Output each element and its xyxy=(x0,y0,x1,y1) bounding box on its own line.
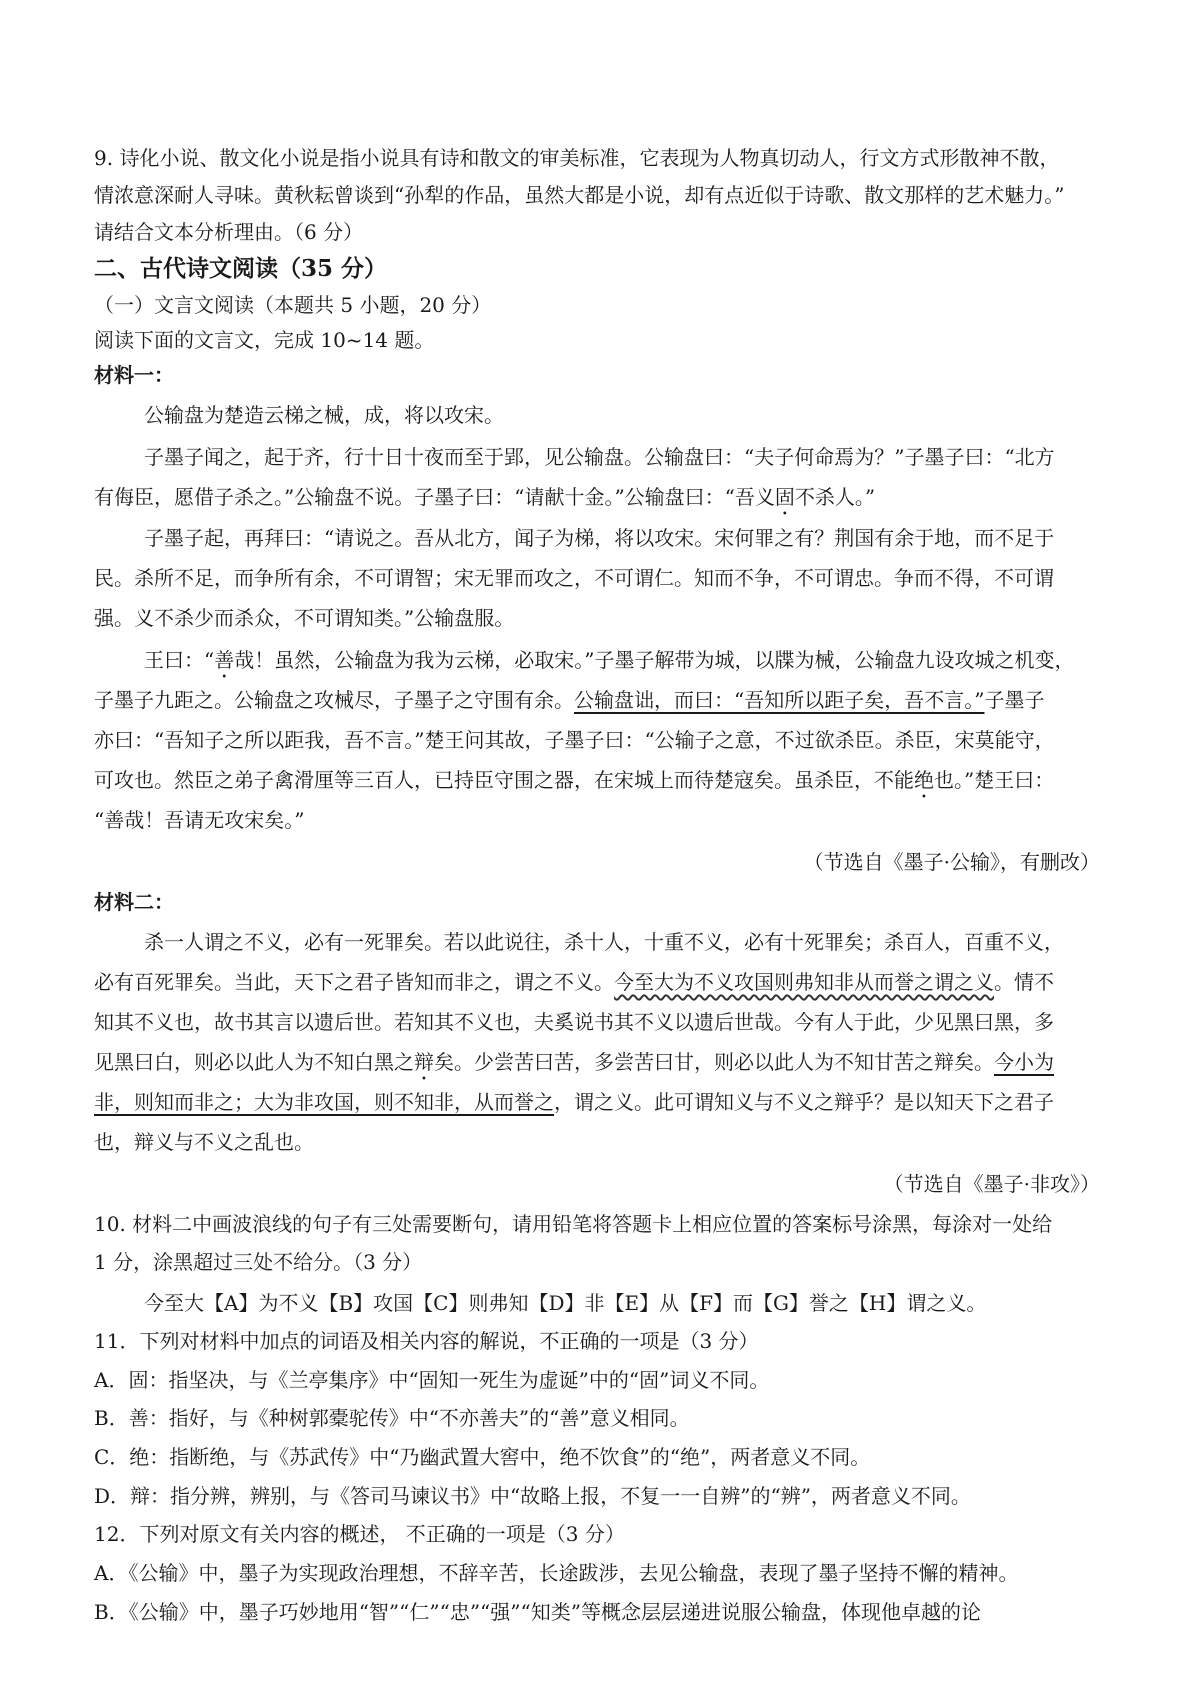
m1-paragraph-3-line-1: 子墨子起，再拜曰：“请说之。吾从北方，闻子为梯，将以攻宋。宋何罪之有？荆国有余于地，而不足于 xyxy=(144,526,1055,550)
text-span: ，谓之义。此可谓知义与不义之辩乎？是以知天下之君子 xyxy=(554,1090,1054,1114)
q11-option-a: A．固：指坚决，与《兰亭集序》中“固知一死生为虚诞”中的“固”词义不同。 xyxy=(94,1368,770,1392)
q11-option-b: B．善：指好，与《种树郭橐驼传》中“不亦善夫”的“善”意义相同。 xyxy=(94,1406,690,1430)
dotted-word-jue: 绝 xyxy=(914,768,934,792)
material-1-label: 材料一： xyxy=(94,363,174,387)
q10-line-1: 10. 材料二中画波浪线的句子有三处需要断句，请用铅笔将答题卡上相应位置的答案标号涂黑，每涂对一处给 xyxy=(94,1212,1053,1236)
text-span: 有侮臣，愿借子杀之。”公输盘不说。子墨子曰：“请献十金。”公输盘曰：“吾义 xyxy=(94,485,775,509)
m2-line-3: 知其不义也，故书其言以遗后世。若知其不义也，夫奚说书其不义以遗后世哉。今有人于此，少见黑曰黑，多 xyxy=(94,1010,1054,1034)
underlined-sentence: 今小为 xyxy=(994,1050,1054,1074)
underlined-sentence: 非，则知而非之；大为非攻国，则不知非，从而誉之 xyxy=(94,1090,554,1114)
q12-option-a: A．《公输》中，墨子为实现政治理想，不辞辛苦，长途跋涉，去见公输盘，表现了墨子坚持不懈的精神。 xyxy=(94,1561,1019,1585)
m1-paragraph-3-line-3: 强。义不杀少而杀众，不可谓知类。”公输盘服。 xyxy=(94,606,515,630)
m2-line-4 xyxy=(94,1044,1054,1085)
m1-source: （节选自《墨子·公输》，有删改） xyxy=(803,850,1100,874)
m1-paragraph-2-line-1: 子墨子闻之，起于齐，行十日十夜而至于郢，见公输盘。公输盘曰：“夫子何命焉为？”子墨子曰：“北方 xyxy=(144,445,1055,469)
m2-line-2 xyxy=(94,964,1054,1000)
q11-stem: 11．下列对材料中加点的词语及相关内容的解说，不正确的一项是（3 分） xyxy=(94,1329,759,1353)
subsection-heading: （一）文言文阅读（本题共 5 小题，20 分） xyxy=(94,293,492,317)
m2-line-1: 杀一人谓之不义，必有一死罪矣。若以此说往，杀十人，十重不义，必有十死罪矣；杀百人，百重不义， xyxy=(144,930,1064,954)
underlined-sentence: 公输盘诎，而曰：“吾知所以距子矣，吾不言。” xyxy=(574,688,985,712)
m2-line-6: 也，辩义与不义之乱也。 xyxy=(94,1130,314,1154)
q10-line-2: 1 分，涂黑超过三处不给分。（3 分） xyxy=(94,1250,423,1274)
q11-option-d: D．辩：指分辨，辨别，与《答司马谏议书》中“故略上报，不复一一自辨”的“辨”，两者意义不同。 xyxy=(94,1484,971,1508)
text-span: 不杀人。” xyxy=(794,485,876,509)
m1-paragraph-2-line-2 xyxy=(94,479,875,520)
text-span: 可攻也。然臣之弟子禽滑厘等三百人，已持臣守围之器，在宋城上而待楚寇矣。虽杀臣，不能 xyxy=(94,768,914,792)
q12-option-b: B．《公输》中，墨子巧妙地用“智”“仁”“忠”“强”“知类”等概念层层递进说服公输盘，体现他卓越的论 xyxy=(94,1600,981,1624)
dotted-word-shan: 善 xyxy=(214,648,235,672)
q12-stem: 12．下列对原文有关内容的概述， 不正确的一项是（3 分） xyxy=(94,1522,625,1546)
m1-paragraph-4-line-1 xyxy=(144,642,1074,683)
q9-line-3: 请结合文本分析理由。（6 分） xyxy=(94,220,364,244)
text-span: 子墨子九距之。公输盘之攻械尽，子墨子之守围有余。 xyxy=(94,688,574,712)
text-span: 。情不 xyxy=(994,970,1054,994)
wavy-underlined-sentence: 今至大为不义攻国则弗知非从而誉之谓之义 xyxy=(614,970,994,994)
dotted-word-gu: 固 xyxy=(774,485,795,509)
text-span: 见黑曰白，则必以此人为不知白黑之 xyxy=(94,1050,414,1074)
m1-paragraph-4-line-4 xyxy=(94,762,1054,803)
m1-paragraph-4-line-3: 亦曰：“吾知子之所以距我，吾不言。”楚王问其故，子墨子曰：“公输子之意，不过欲杀臣。杀臣，宋莫能守， xyxy=(94,728,1055,752)
instructions: 阅读下面的文言文，完成 10~14 题。 xyxy=(94,328,435,352)
m2-line-5 xyxy=(94,1084,1054,1120)
m1-paragraph-4-line-5: “善哉！吾请无攻宋矣。” xyxy=(94,808,305,832)
m1-paragraph-4-line-2 xyxy=(94,682,1044,718)
section-heading: 二、古代诗文阅读（35 分） xyxy=(94,255,388,282)
text-span: 也。”楚王曰： xyxy=(934,768,1055,792)
text-span: 子墨子 xyxy=(984,688,1045,712)
m1-paragraph-3-line-2: 民。杀所不足，而争所有余，不可谓智；宋无罪而攻之，不可谓仁。知而不争，不可谓忠。争而不得，不可谓 xyxy=(94,566,1054,590)
text-span: 必有百死罪矣。当此，天下之君子皆知而非之，谓之不义。 xyxy=(94,970,614,994)
q11-option-c: C．绝：指断绝，与《苏武传》中“乃幽武置大窖中，绝不饮食”的“绝”，两者意义不同。 xyxy=(94,1445,871,1469)
q9-line-2: 情浓意深耐人寻味。黄秋耘曾谈到“孙犁的作品，虽然大都是小说，却有点近似于诗歌、散文那样的艺术魅力。” xyxy=(94,183,1065,207)
text-span: 矣。少尝苦曰苦，多尝苦曰甘，则必以此人为不知甘苦之辩矣。 xyxy=(434,1050,994,1074)
q10-options: 今至大【A】为不义【B】攻国【C】则弗知【D】非【E】从【F】而【G】誉之【H】谓之义。 xyxy=(144,1291,987,1315)
material-2-label: 材料二： xyxy=(94,890,174,914)
text-span: 哉！虽然，公输盘为我为云梯，必取宋。”子墨子解带为城，以牒为械，公输盘九设攻城之机变， xyxy=(234,648,1075,672)
m2-source: （节选自《墨子·非攻》） xyxy=(883,1172,1100,1196)
q9-line-1: 9. 诗化小说、散文化小说是指小说具有诗和散文的审美标准，它表现为人物真切动人，行文方式形散神不散， xyxy=(94,146,1060,170)
dotted-word-bian: 辩 xyxy=(414,1050,434,1074)
text-span: 王曰：“ xyxy=(144,648,215,672)
m1-paragraph-1: 公输盘为楚造云梯之械，成，将以攻宋。 xyxy=(144,403,504,427)
